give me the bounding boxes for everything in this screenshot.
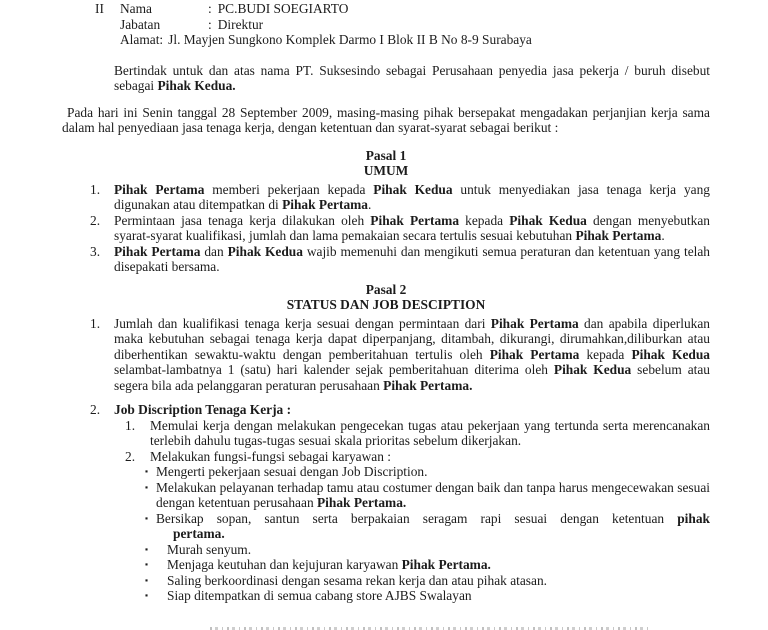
- list-item: [62, 418, 710, 449]
- bullet-marker: ▪: [145, 466, 149, 476]
- list-item: [62, 557, 710, 573]
- text-segment: Pihak Pertama: [370, 212, 460, 228]
- text-segment: Bertindak untuk dan atas nama PT. Suksesindo sebagai Perusahaan penyedia jasa pekerja / buruh disebut sebagai: [114, 62, 710, 93]
- text-segment: Melakukan pelayanan terhadap tamu atau costumer dengan baik dan tanpa harus mengecewakan sesuai dengan ketentuan perusahaan: [156, 479, 710, 510]
- article-1-title: Pasal 1: [365, 147, 407, 163]
- party-index: II: [95, 1, 104, 16]
- party-info-block: [95, 1, 710, 48]
- text-segment: Pihak Pertama: [489, 346, 580, 362]
- field-label-alamat: Alamat:: [120, 32, 164, 47]
- article-2-subtitle: STATUS DAN JOB DESCIPTION: [286, 297, 486, 312]
- text-segment: Pihak Kedua: [553, 362, 632, 377]
- text-segment: dan: [200, 243, 228, 259]
- list-item: [62, 573, 710, 589]
- list-text: [114, 182, 710, 213]
- text-segment: Pihak Pertama.: [383, 377, 473, 393]
- list-item: [62, 480, 710, 511]
- text-segment: Pihak Kedua: [373, 181, 453, 197]
- text-segment: memberi pekerjaan kepada: [204, 181, 374, 197]
- list-item: [62, 182, 710, 213]
- bullet-marker: ▪: [145, 559, 149, 569]
- list-text: [114, 402, 710, 418]
- article-1-heading: [62, 148, 710, 179]
- text-segment: Menjaga keutuhan dan kejujuran karyawan: [167, 557, 402, 572]
- bullet-marker: ▪: [145, 590, 149, 600]
- field-label-nama: Nama: [120, 1, 152, 16]
- text-segment: Pihak Kedua: [227, 243, 303, 259]
- number-marker: 2.: [125, 448, 136, 464]
- text-segment: Pihak Pertama: [575, 228, 662, 243]
- text-segment: Pihak Pertama.: [317, 495, 407, 510]
- list-text: [156, 480, 710, 511]
- list-item: [62, 542, 710, 558]
- article-1-subtitle: UMUM: [363, 163, 409, 178]
- number-marker: 1.: [125, 417, 136, 433]
- list-item: [62, 464, 710, 480]
- text-segment: Pihak Pertama: [114, 243, 201, 259]
- text-segment: Siap ditempatkan di semua cabang store AJBS Swalayan: [167, 588, 472, 603]
- list-item: [62, 244, 710, 275]
- field-label-jabatan: Jabatan: [120, 16, 161, 32]
- text-segment: Pihak Pertama: [282, 197, 368, 212]
- text-segment: Murah senyum.: [167, 541, 252, 557]
- text-segment: Saling berkoordinasi dengan sesama rekan kerja dan atau pihak atasan.: [167, 572, 548, 588]
- text-segment: Pada hari ini Senin tanggal 28 September 2009, masing-masing pihak bersepakat mengadakan perjanjian kerja sama dalam hal penyediaan jasa tenaga kerja, dengan ketentuan dan syarat-syarat sebagai berikut :: [62, 104, 710, 135]
- bullet-marker: ▪: [145, 574, 149, 585]
- list-text: [150, 418, 710, 449]
- list-text: [114, 213, 710, 244]
- list-item: [62, 213, 710, 244]
- text-segment: wajib memenuhi dan mengikuti semua peraturan dan ketentuan yang telah disepakati bersama.: [114, 243, 710, 274]
- list-text: [156, 511, 710, 542]
- text-segment: pihak: [677, 510, 710, 526]
- bullet-marker: ▪: [145, 481, 149, 492]
- list-text: [114, 244, 710, 275]
- text-segment: Pihak Kedua: [631, 346, 710, 362]
- text-segment: Pihak Pertama.: [401, 557, 491, 572]
- text-segment: untuk menyediakan jasa tenaga kerja yang digunakan atau ditempatkan di: [114, 181, 710, 212]
- number-marker: 3.: [90, 243, 101, 259]
- number-marker: 2.: [90, 402, 101, 417]
- text-segment: kepada: [579, 346, 632, 362]
- article-2-title: Pasal 2: [365, 281, 407, 297]
- bullet-marker: ▪: [145, 512, 149, 523]
- field-value-jabatan: Direktur: [217, 16, 264, 32]
- field-separator: :: [208, 1, 212, 16]
- list-text: [150, 449, 710, 465]
- list-text: [156, 464, 710, 480]
- bullet-marker: ▪: [145, 543, 149, 554]
- text-segment: selambat-lambatnya 1 (satu) hari kalender sejak pemberitahuan diterima oleh: [114, 362, 554, 377]
- text-segment: .: [661, 228, 665, 243]
- article-1: [62, 148, 710, 275]
- text-segment: Pihak Pertama: [490, 315, 579, 331]
- opening-clause: [62, 105, 710, 136]
- text-segment: Pihak Kedua.: [157, 78, 236, 93]
- field-separator: :: [208, 16, 212, 32]
- party-row-alamat: [95, 32, 710, 48]
- list-text: [167, 588, 710, 604]
- article-1-body: [62, 182, 710, 275]
- number-marker: 1.: [90, 181, 101, 197]
- list-text: [167, 573, 710, 589]
- text-segment: Permintaan jasa tenaga kerja dilakukan oleh: [114, 212, 371, 228]
- text-segment: Job Discription Tenaga Kerja :: [114, 402, 292, 417]
- text-segment: pertama.: [173, 526, 225, 541]
- text-segment: Pihak Pertama: [114, 181, 205, 197]
- number-marker: 2.: [90, 212, 101, 228]
- list-item: [62, 316, 710, 394]
- number-marker: 1.: [90, 315, 101, 331]
- representation-clause: [114, 63, 710, 94]
- party-row-jabatan: [95, 17, 710, 33]
- party-row-nama: [95, 1, 710, 17]
- text-segment: Melakukan fungsi-fungsi sebagai karyawan :: [150, 448, 391, 464]
- article-2-body: [62, 316, 710, 604]
- list-item: [62, 402, 710, 418]
- text-segment: Bersikap sopan, santun serta berpakaian seragam rapi sesuai dengan ketentuan: [156, 510, 678, 526]
- text-segment: .: [368, 197, 372, 212]
- list-item: [62, 449, 710, 465]
- text-segment: Pihak Kedua: [509, 212, 587, 228]
- article-2: [62, 282, 710, 604]
- list-text: [114, 316, 710, 394]
- text-segment: sebelum atau segera bila ada pelanggaran peraturan perusahaan: [114, 362, 710, 393]
- text-segment: Mengerti pekerjaan sesuai dengan Job Discription.: [156, 464, 428, 479]
- text-segment: dan apabila diperlukan maka kebutuhan sebagai tenaga kerja dapat diperpanjang, ditambah, dikurangi, dirumahkan,diliburkan atau diberhentikan sewaktu-waktu dengan pemberitahuan tertulis oleh: [114, 315, 710, 362]
- text-segment: Memulai kerja dengan melakukan pengecekan tugas atau pekerjaan yang tertunda serta merencanakan terlebih dahulu tugas-tugas sesuai skala prioritas sebelum dikerjakan.: [150, 417, 710, 448]
- field-value-alamat: Jl. Mayjen Sungkono Komplek Darmo I Blok II B No 8-9 Surabaya: [168, 32, 532, 47]
- list-text: [167, 557, 710, 573]
- text-segment: dengan menyebutkan syarat-syarat kualifikasi, jumlah dan lama pemakaian secara tertulis sesuai kebutuhan: [114, 212, 710, 243]
- text-segment: Jumlah dan kualifikasi tenaga kerja sesuai dengan permintaan dari: [114, 315, 491, 331]
- article-2-heading: [62, 282, 710, 313]
- text-segment: kepada: [459, 212, 510, 228]
- list-text: [167, 542, 710, 558]
- field-value-nama: PC.BUDI SOEGIARTO: [217, 1, 349, 16]
- list-item: [62, 588, 710, 604]
- list-item: [62, 511, 710, 542]
